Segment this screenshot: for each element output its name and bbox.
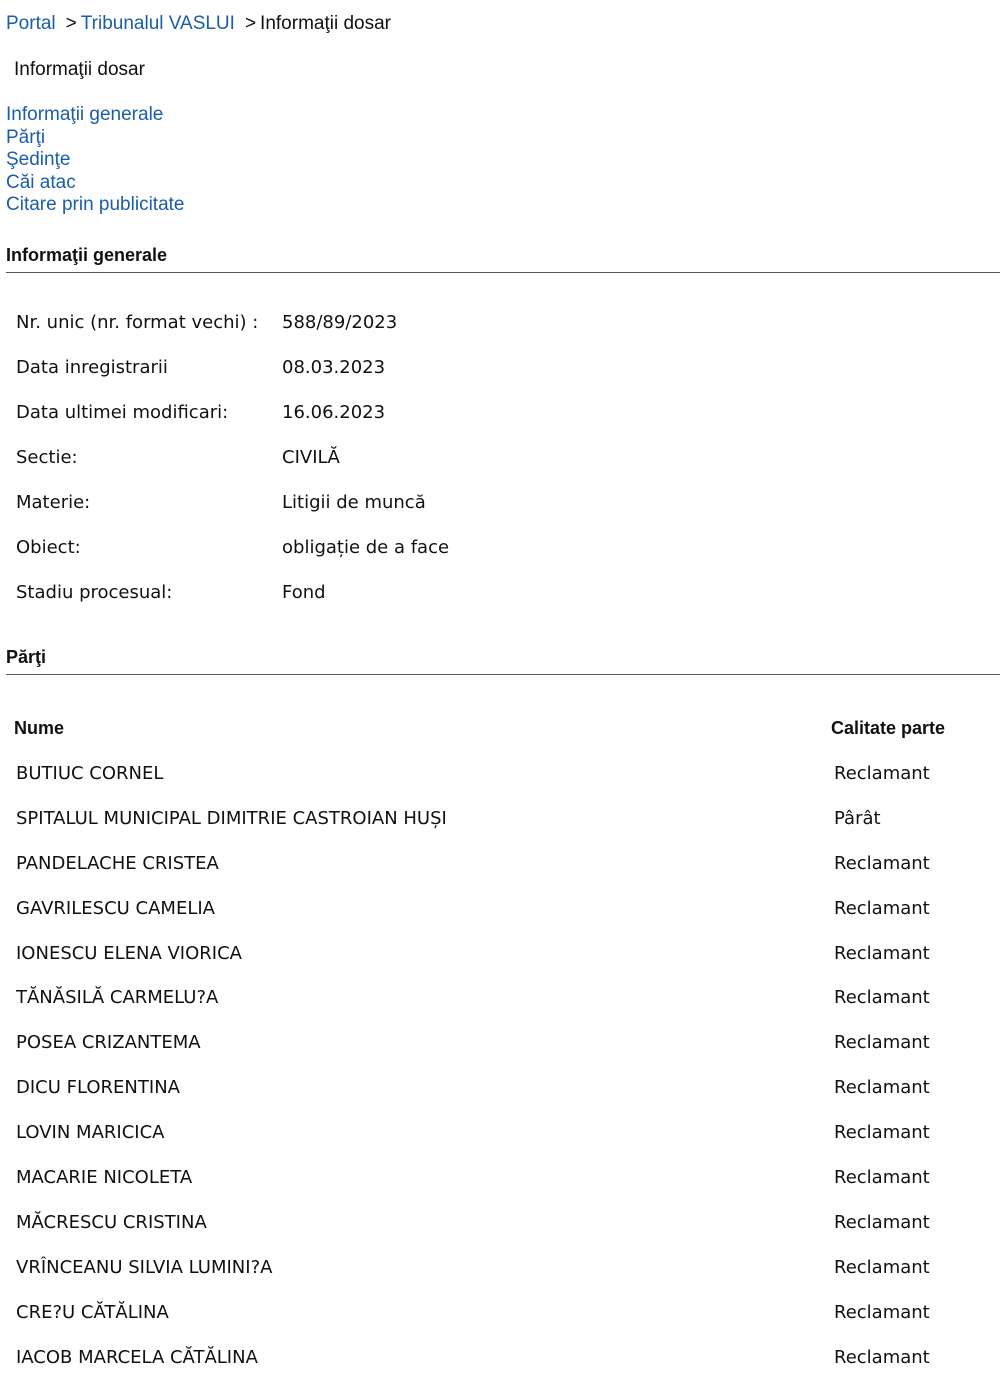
section-heading-general: Informaţii generale [6, 245, 1000, 273]
breadcrumb-link-court[interactable]: Tribunalul VASLUI [80, 13, 235, 34]
table-row [16, 987, 1000, 1032]
table-row [16, 1032, 1000, 1077]
party-role: Pârât [834, 807, 881, 829]
section-nav [6, 104, 184, 217]
party-role: Reclamant [834, 1346, 930, 1368]
party-name: SPITALUL MUNICIPAL DIMITRIE CASTROIAN HUȘI [16, 807, 447, 829]
table-row [16, 1167, 1000, 1212]
party-name: VRÎNCEANU SILVIA LUMINI?A [16, 1256, 273, 1278]
parties-table-header [14, 718, 1000, 742]
info-value: 08.03.2023 [282, 357, 386, 378]
table-row [16, 1212, 1000, 1257]
party-role: Reclamant [834, 942, 930, 964]
info-value: Fond [282, 582, 326, 603]
info-value: Litigii de muncă [282, 492, 426, 513]
party-name: MACARIE NICOLETA [16, 1167, 193, 1189]
parties-table [16, 763, 1000, 1391]
info-value: 588/89/2023 [282, 312, 398, 333]
party-name: DICU FLORENTINA [16, 1077, 180, 1099]
party-name: MĂCRESCU CRISTINA [16, 1211, 207, 1233]
party-role: Reclamant [834, 1032, 930, 1054]
info-row [16, 447, 449, 492]
party-role: Reclamant [834, 1301, 930, 1323]
breadcrumb-link-portal[interactable]: Portal [6, 13, 56, 34]
info-row [16, 492, 449, 537]
table-row [16, 1302, 1000, 1347]
breadcrumb-separator: > [244, 13, 257, 34]
info-row [16, 312, 449, 357]
party-name: IACOB MARCELA CĂTĂLINA [16, 1346, 258, 1368]
table-row [16, 1077, 1000, 1122]
table-row [16, 853, 1000, 898]
info-row [16, 537, 449, 582]
party-role: Reclamant [834, 852, 930, 874]
column-header-name: Nume [14, 718, 65, 738]
table-row [16, 763, 1000, 808]
breadcrumb [6, 13, 391, 35]
info-value: CIVILĂ [282, 447, 340, 468]
party-name: POSEA CRIZANTEMA [16, 1032, 201, 1054]
info-label: Data inregistrarii [16, 357, 168, 378]
info-value: obligație de a face [282, 537, 450, 558]
party-name: CRE?U CĂTĂLINA [16, 1301, 169, 1323]
party-name: LOVIN MARICICA [16, 1122, 165, 1144]
breadcrumb-current: Informaţii dosar [260, 13, 391, 34]
table-row [16, 808, 1000, 853]
nav-link-appeals[interactable]: Căi atac [6, 171, 76, 193]
party-role: Reclamant [834, 897, 930, 919]
party-role: Reclamant [834, 1077, 930, 1099]
party-role: Reclamant [834, 763, 930, 784]
section-heading-parties: Părţi [6, 647, 1000, 675]
info-value: 16.06.2023 [282, 402, 386, 423]
breadcrumb-separator: > [65, 13, 77, 34]
party-role: Reclamant [834, 987, 930, 1009]
party-role: Reclamant [834, 1167, 930, 1189]
party-name: TĂNĂSILĂ CARMELU?A [16, 987, 219, 1009]
party-name: GAVRILESCU CAMELIA [16, 897, 215, 919]
nav-link-parties[interactable]: Părţi [6, 126, 46, 148]
nav-link-public-summons[interactable]: Citare prin publicitate [6, 194, 185, 215]
table-row [16, 1122, 1000, 1167]
table-row [16, 943, 1000, 988]
info-label: Stadiu procesual: [16, 582, 173, 603]
info-row [16, 582, 449, 627]
column-header-role: Calitate parte [831, 718, 946, 738]
info-label: Materie: [16, 492, 91, 513]
info-row [16, 357, 449, 402]
nav-link-hearings[interactable]: Şedinţe [6, 149, 71, 170]
party-name: PANDELACHE CRISTEA [16, 852, 219, 874]
party-role: Reclamant [834, 1211, 930, 1233]
info-label: Sectie: [16, 447, 78, 468]
info-label: Nr. unic (nr. format vechi) : [16, 312, 259, 333]
info-row [16, 402, 449, 447]
table-row [16, 1347, 1000, 1391]
party-role: Reclamant [834, 1122, 930, 1144]
page-title: Informaţii dosar [14, 59, 145, 80]
nav-link-general-info[interactable]: Informaţii generale [6, 104, 164, 125]
info-label: Data ultimei modificari: [16, 402, 229, 423]
party-name: BUTIUC CORNEL [16, 763, 164, 784]
table-row [16, 1257, 1000, 1302]
party-role: Reclamant [834, 1256, 930, 1278]
info-label: Obiect: [16, 537, 81, 558]
table-row [16, 898, 1000, 943]
party-name: IONESCU ELENA VIORICA [16, 942, 242, 964]
general-info-table [16, 312, 449, 627]
